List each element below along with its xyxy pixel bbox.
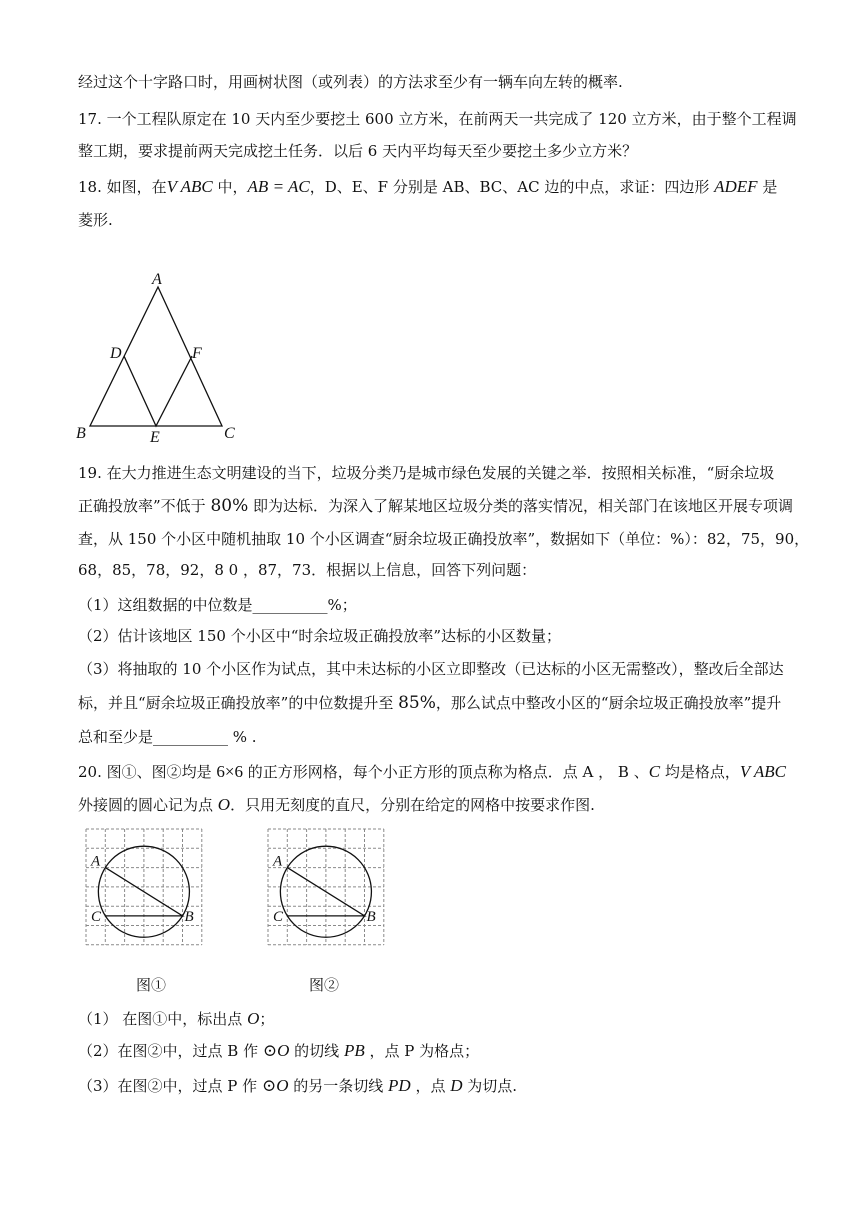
q20-line1 <box>78 762 786 782</box>
figure-1-caption: 图① <box>136 976 167 994</box>
q19-sub3-line2 <box>78 693 781 713</box>
label-c: C <box>224 425 235 442</box>
q20-point-c: C <box>648 762 661 781</box>
grid-figure-1 <box>85 828 207 954</box>
q20-sub2-b: 的切线 <box>289 1042 344 1060</box>
q20-sub3 <box>78 1076 517 1096</box>
q18-line2: 菱形. <box>78 211 113 229</box>
q18-equation: AB = AC <box>247 177 310 196</box>
q18-text-a: 18. 如图，在 <box>78 178 167 196</box>
label-b: B <box>366 908 376 925</box>
q18-text-b: 中， <box>212 178 248 196</box>
q19-sub3-line1: （3）将抽取的 10 个小区作为试点，其中未达标的小区立即整改（已达标的小区无需整改），整改后全部达 <box>78 660 784 678</box>
q19-pct85: 85% <box>398 693 436 713</box>
label-c: C <box>91 908 102 925</box>
q16-text: 经过这个十字路口时，用画树状图（或列表）的方法求至少有一辆车向左转的概率. <box>78 73 623 91</box>
q20-text-e: ．只用无刻度的直尺，分别在给定的网格中按要求作图. <box>230 796 595 814</box>
label-b: B <box>76 425 86 442</box>
triangle-figure <box>70 268 250 448</box>
q20-sub3-a: （3）在图②中，过点 P 作 <box>78 1077 262 1095</box>
q19-sub1: （1）这组数据的中位数是__________%； <box>78 596 357 614</box>
q20-sub3-b: 的另一条切线 <box>288 1077 389 1095</box>
q19-line3: 查，从 150 个小区中随机抽取 10 个小区调查“厨余垃圾正确投放率”，数据如下（单位：%）：82，75，90， <box>78 530 810 548</box>
q17-line2: 整工期，要求提前两天完成挖土任务．以后 6 天内平均每天至少要挖土多少立方米？ <box>78 142 638 160</box>
q20-sub3-d2: 为切点. <box>462 1077 518 1095</box>
midpoint-segments <box>124 356 192 426</box>
q20-sub1 <box>78 1009 274 1029</box>
q20-text-d: 外接圆的圆心记为点 <box>78 796 218 814</box>
q20-text-a: 20. 图①、图②均是 <box>78 763 217 781</box>
q20-text-b: 的正方形网格，每个小正方形的顶点称为格点．点 A ， B 、 <box>243 763 649 781</box>
label-f: F <box>192 345 202 362</box>
label-a: A <box>273 853 283 870</box>
q20-line2 <box>78 795 595 815</box>
q20-sub3-c: ，点 <box>410 1077 451 1095</box>
q20-grid-size: 6×6 <box>216 762 243 781</box>
q20-sub2-circle: ⊙O <box>262 1041 290 1060</box>
label-d: D <box>110 345 122 362</box>
q20-sub3-circle: ⊙O <box>261 1076 289 1095</box>
q19-pct80: 80% <box>210 496 249 516</box>
q17-line1: 17. 一个工程队原定在 10 天内至少要挖土 600 立方米，在前两天一共完成了 120 立方米，由于整个工程调 <box>78 110 797 128</box>
q20-sub1-a: （1） 在图①中，标出点 <box>78 1010 248 1028</box>
q18-text-c: ，D、E、F 分别是 AB、BC、AC 边的中点，求证：四边形 <box>309 178 715 196</box>
q19-text-a: 正确投放率”不低于 <box>78 497 211 515</box>
q19-text-b: 即为达标．为深入了解某地区垃圾分类的落实情况，相关部门在该地区开展专项调 <box>248 497 794 515</box>
grid-figure-2 <box>267 828 389 954</box>
q18-text-d: 是 <box>757 178 778 196</box>
q19-line2 <box>78 496 793 516</box>
q20-sub2-c: ，点 P 为格点； <box>364 1042 480 1060</box>
q20-sub3-pd: PD <box>388 1076 411 1095</box>
q18-triangle: V ABC <box>166 177 213 196</box>
q20-text-c: 均是格点， <box>660 763 740 781</box>
q20-sub2-a: （2）在图②中，过点 B 作 <box>78 1042 263 1060</box>
q19-sub3-line3: 总和至少是__________ % . <box>78 728 257 746</box>
q19-line4: 68，85，78，92，8 0 ，87，73．根据以上信息，回答下列问题： <box>78 561 537 579</box>
q20-sub1-b: ； <box>259 1010 275 1028</box>
label-e: E <box>150 429 160 446</box>
label-b: B <box>184 908 194 925</box>
q20-sub2 <box>78 1041 479 1061</box>
q18-line1 <box>78 177 777 197</box>
label-a: A <box>91 853 101 870</box>
q20-triangle: V ABC <box>739 762 786 781</box>
q20-sub1-o: O <box>247 1009 260 1028</box>
label-c: C <box>273 908 284 925</box>
q19-sub2: （2）估计该地区 150 个小区中“时余垃圾正确投放率”达标的小区数量； <box>78 627 562 645</box>
q18-quad: ADEF <box>714 177 758 196</box>
q20-point-o: O <box>217 795 231 814</box>
q19-text-c: 标，并且“厨余垃圾正确投放率”的中位数提升至 <box>78 694 399 712</box>
q20-sub3-d: D <box>450 1076 463 1095</box>
q19-text-d: ，那么试点中整改小区的“厨余垃圾正确投放率”提升 <box>435 694 782 712</box>
q20-sub2-pb: PB <box>343 1041 365 1060</box>
figure-2-caption: 图② <box>309 976 340 994</box>
q19-line1: 19. 在大力推进生态文明建设的当下，垃圾分类乃是城市绿色发展的关键之举．按照相关标准，“厨余垃圾 <box>78 464 775 482</box>
label-a: A <box>152 271 162 288</box>
